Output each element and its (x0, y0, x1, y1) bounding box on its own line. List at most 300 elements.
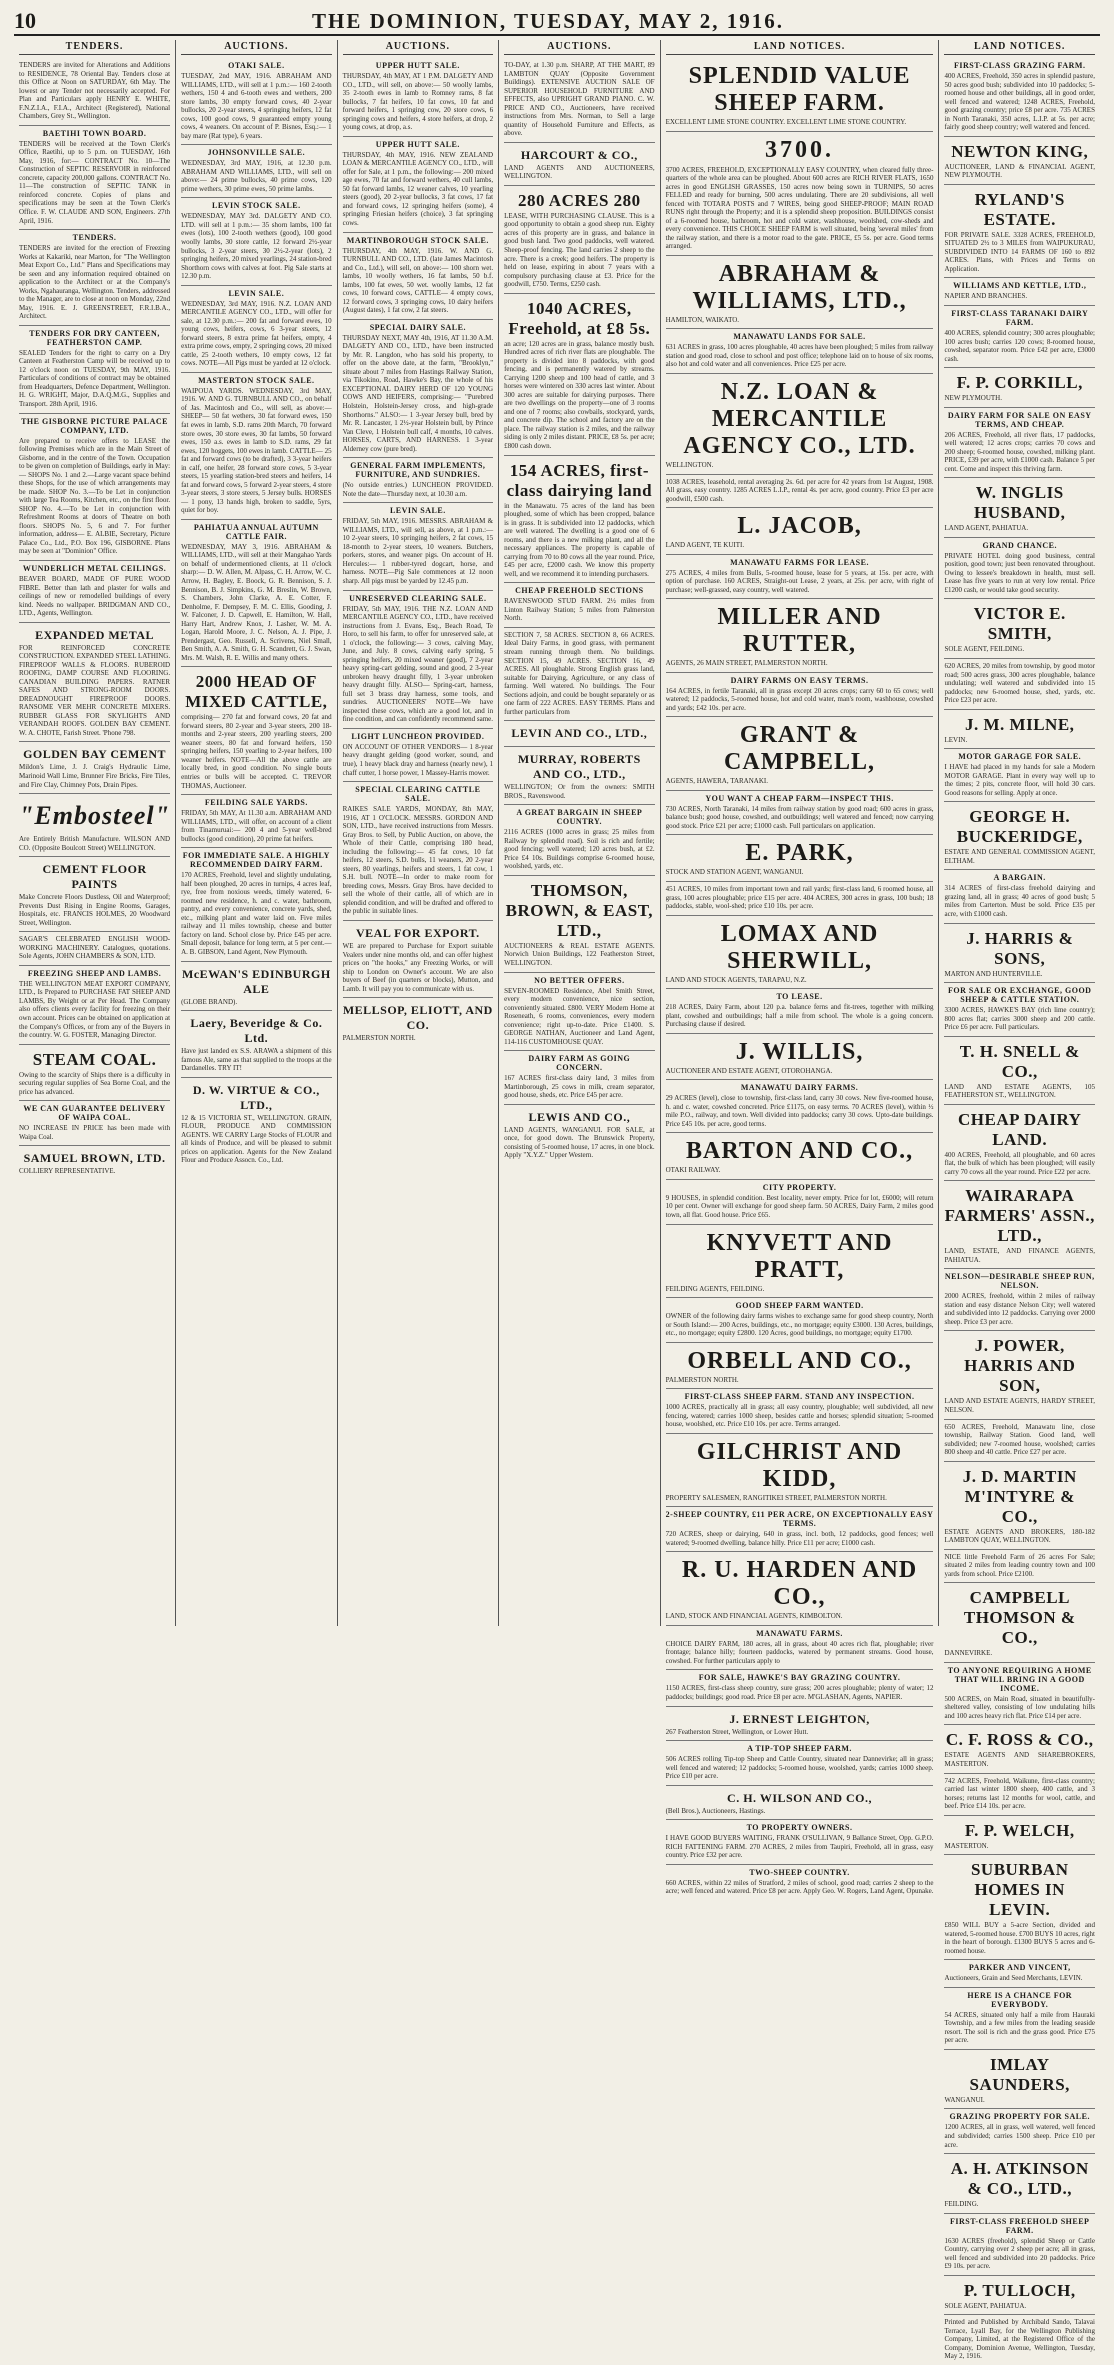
ad-body-text: ESTATE AGENTS AND BROKERS, 180-182 LAMBTON QUAY, WELLINGTON. (944, 1527, 1095, 1545)
ad-body-text: 1150 ACRES, first-class sheep country, sure grass; 200 acres ploughable; plenty of water; 12 paddocks; buildings; good road. Price £8 per acre. M'GLASHAN, Agents, NAPIER. (665, 1684, 934, 1701)
ad-advertiser-name: J. WILLIS, (735, 1038, 864, 1065)
advertisement (666, 916, 934, 990)
ad-body-text: 9 HOUSES, in splendid condition. Best locality, never empty. Price for lot, £6000; will return 10 per cent. Owner will exchange for good sheep farm. 50 ACRES, Dairy Farm, 2 miles good town, all flat. Good house. Price £65. (665, 1193, 934, 1219)
advertisement (666, 717, 934, 791)
ad-advertiser-name: N.Z. LOAN & MERCANTILE AGENCY CO., LTD. (683, 378, 916, 459)
advertisement (19, 58, 170, 126)
ad-heading: LEVIN STOCK SALE. (212, 201, 301, 211)
ad-body-text: PROPERTY SALESMEN, RANGITIKEI STREET, PALMERSTON NORTH. (665, 1493, 887, 1502)
advertisement (666, 1707, 934, 1742)
ad-body-text: LAND AGENT, TE KUITI. (665, 541, 745, 550)
advertisement (666, 475, 934, 509)
advertisement (944, 1988, 1095, 2050)
ad-body-text: 12 & 15 VICTORIA ST., WELLINGTON. GRAIN, FLOUR, PRODUCE AND COMMISSION AGENTS. WE CARRY Large Stocks of FLOUR and all kinds of Produce, and will be pleased to submit prices on application. Agents for the New Zealand Flour and Produce Assocn. Co., Ltd. (181, 1113, 332, 1165)
advertisement (944, 2315, 1095, 2365)
ad-body-text: 218 ACRES, Dairy Farm, about 120 p.a. balance ferns and fit-trees, together with milking plant, cowshed and outbuildings; half a mile from school. The whole is a going concern. Purchasing clause if desired. (665, 1003, 934, 1029)
ad-heading: GRAZING PROPERTY FOR SALE. (949, 2112, 1090, 2122)
advertisement (181, 58, 332, 145)
advertisement (504, 1105, 655, 1164)
advertisement (944, 1462, 1095, 1550)
ad-body-text: 314 ACRES of first-class freehold dairying and grazing land, all in grass; 40 acres of good bush; 5 miles from Carterton. Must be sold. Price £35 per acre, with £1000 cash. (944, 884, 1095, 918)
ad-body-text: an acre; 120 acres are in grass, balance mostly bush. Hundred acres of rich river flats are ploughable. The property is divided into 8 paddocks, with good fencing, and is permanently watered by streams. Carrying 1200 sheep and 100 head of cattle, and 3 horses were wintered on 330 acres last winter. About 300 acres are suitable for dairying purposes. There are two dwellings on the property—one of 3 rooms and one of 7 rooms; also cowbails, stockyard, yards, and concrete dip. The school and factory are on the place. The railway station is 2 miles, and the railway siding is only 2 miles distant. PRICE, £8 5s. per acre; £800 cash down. (504, 339, 655, 450)
advertisement (944, 1420, 1095, 1462)
column-auctions-1 (176, 40, 338, 1626)
ad-body-text: BEAVER BOARD, MADE OF PURE WOOD FIBRE. Better than lath and plaster for walls and ceilings of new or remodelled buildings of every kind. Needs no wallpaper. BRIDGMAN AND CO., LTD., Agents, Wellington. (19, 574, 171, 618)
advertisement (666, 58, 934, 132)
ad-advertiser-name: CHEAP DAIRY LAND. (958, 1109, 1082, 1149)
ad-body-text: £850 WILL BUY a 5-acre Section, divided and watered, 5-roomed house. £700 BUYS 10 acres, right in the heart of borough. £1300 BUYS 5 acres and 6-roomed house. (944, 1921, 1095, 1955)
ad-body-text: Owing to the scarcity of Ships there is a difficulty in securing regular supplies of Sea Borne Coal, and the price has advanced. (19, 1070, 171, 1096)
ad-heading: DAIRY FARM FOR SALE ON EASY TERMS, AND CHEAP. (947, 410, 1092, 429)
advertisement (19, 742, 170, 794)
ad-heading: DAIRY FARMS ON EASY TERMS. (730, 675, 869, 685)
ad-heading: MASTERTON STOCK SALE. (198, 375, 315, 385)
ad-body-text: SAGAR'S CELEBRATED ENGLISH WOOD-WORKING MACHINERY. Catalogues, quotations. Sole Agents, JOHN CHAMBERS & SON, LTD. (19, 935, 171, 961)
ad-advertiser-name: NEWTON KING, (951, 141, 1089, 161)
ad-advertiser-name: F. P. CORKILL, (956, 373, 1083, 393)
ad-body-text: STOCK AND STATION AGENT, WANGANUI. (665, 868, 804, 877)
advertisement (944, 749, 1095, 802)
ad-brand-name: "Embosteel" (19, 801, 171, 831)
advertisement (19, 1045, 170, 1102)
advertisement (944, 2276, 1095, 2316)
ad-body-text: LAND AND ESTATE AGENTS, HARDY STREET, NELSON. (944, 1397, 1095, 1414)
ad-body-text: ON ACCOUNT OF OTHER VENDORS— 1 8-year heavy draught gelding (good worker, sound, and true), 1 heavy black dray and harness (nearly new), 1 chaff cutter, 1 horse power, 1 Massey-Harris mower. (342, 742, 494, 777)
advertisement (666, 882, 934, 916)
advertisement (666, 1552, 934, 1626)
ad-advertiser-name: 154 ACRES, first-class dairying land (506, 460, 653, 500)
ad-body-text: 620 ACRES, 20 miles from township, by good motor road; 500 acres grass, 300 acres ploughable, balance undulating; well watered and subdivided into 15 paddocks; new 6-roomed house, shed, yards, etc. Price £23 per acre. (944, 662, 1095, 705)
ad-body-text: ESTATE AGENTS AND SHAREBROKERS, MASTERTON. (944, 1751, 1095, 1768)
ad-heading: GENERAL FARM IMPLEMENTS, FURNITURE, AND SUNDRIES. (350, 461, 486, 480)
ad-body-text: NO INCREASE IN PRICE has been made with Waipa Coal. (19, 1124, 171, 1141)
column-auctions-3 (499, 40, 661, 1626)
advertisement (666, 374, 934, 475)
ad-body-text: PALMERSTON NORTH. (665, 1375, 739, 1384)
ad-heading: SPECIAL CLEARING CATTLE SALE. (355, 785, 481, 804)
ad-body-text: FRIDAY, 5th MAY, At 11.30 a.m. ABRAHAM AND WILLIAMS, LTD., will offer, on account of a client from Tinamuruai:— 200 4 and 5-year well-bred bullocks (good condition), 20 prime fat heifers. (181, 809, 332, 843)
ad-body-text: WEDNESDAY, MAY 3, 1916. ABRAHAM & WILLIAMS, LTD., will sell at their Mangahao Yards on behalf of undermentioned clients, at 11 o'clock sharp:— D. W. Allen, M. Alpass, C. H. Arrow, W. C. Arrow, H. Bagley, E. Boock, G. R. Bennison, S. J. Bennison, B. J. Simpkins, G. M. Breslin, W. Brown, S. Chambers, John Clarke, A. E. Cotter, F. Denholme, F. Dempsey, F. M. C. Ellis, Gooding, J. W. Falconer, J. D. Capwell, E. Hamilton, W. Hall, Harry Hart, Andrew Knox, J. Lasher, W. M. A. Logan, Harold Moore, J. C. Nelson, A. J. Pipe, J. Prendergast, Geo. Russell, A. Scrivens, Niel Small, Ben Smith, A. A. Smith, G. H. Scandrett, G. J. Swan, Mrs. M. Walsh, R. E. Willis and many others. (181, 542, 332, 662)
ad-body-text: THURSDAY, 4th MAY, 1916. NEW ZEALAND LOAN & MERCANTILE AGENCY CO., LTD., will offer for Sale, at 1 p.m., the following:— 200 mixed age ewes, 70 fat and forward wethers, 40 cull lambs, 50 fat forward lambs, 12 weaner calves, 10 yearling steers (good), 20 2-year bullocks, 3 fat cows, 17 fat and forward cows, 12 springing heifers (some), 4 springing Friesian heifers (choice), 3 fat springing cows. (342, 150, 494, 227)
ad-body-text: FEILDING. (944, 2200, 979, 2209)
ad-advertiser-name: HARCOURT & CO., (520, 147, 638, 162)
ad-heading: A TIP-TOP SHEEP FARM. (747, 1744, 852, 1754)
advertisement (181, 198, 332, 285)
ad-body-text: 720 ACRES, sheep or dairying, 640 in grass, incl. both, 12 paddocks, good fences; well watered; 9-roomed dwelling, balance hilly. Price £11 per acre; £1000 cash. (665, 1530, 934, 1547)
ad-body-text: THURSDAY NEXT, MAY 4th, 1916, AT 11.30 A.M. DALGETY AND CO., LTD., have been instructed by Mr. R. Langdon, who has sold his property, to offer on the above date, at the farm, "Brooklyn," situate about 7 miles from Hastings Railway Station, via Tikokino, Road, Hawke's Bay, the whole of his EXCEPTIONAL DAIRY HERD OF 120 YOUNG COWS AND HEIFERS, comprising:— "Purebred Holstein, Holstein-Jersey cross, and high-grade Shorthorns." ALSO:— 1 3-year Jersey bull, bred by Mr. R. Lancaster, 1 2½-year Holstein bull, by Prince Van Cleve, 1 Holstein bull calf, 4 months, 10 calves. HORSES, CARTS, AND HARNESS. 1 3-year Alderney cow (pure bred). (342, 333, 494, 453)
advertisement (19, 794, 170, 857)
ad-advertiser-name: E. PARK, (745, 840, 854, 867)
ad-heading: WILLIAMS AND KETTLE, LTD., (953, 281, 1087, 291)
advertisement (666, 1133, 934, 1180)
ad-body-text: 167 ACRES first-class dairy land, 3 miles from Martinborough, 25 cows in milk, cream separator, good house, sheds, etc. Price £45 per acre. (504, 1074, 655, 1100)
ad-body-text: AUCTIONEER, LAND & FINANCIAL AGENT, NEW PLYMOUTH. (944, 162, 1095, 180)
masthead (14, 4, 1100, 36)
ad-body-text: SEVEN-ROOMED Residence, Abel Smith Street, every modern convenience, nice section, conveniently situated. £800. VERY Modern Home at Roseneath, 6 rooms, conveniences, every modern convenience; right up-to-date. Price £1400. S. GEORGE NATHAN, Auctioneer and Land Agent, 114-116 CUSTOMHOUSE QUAY. (504, 986, 655, 1046)
advertisement (944, 1774, 1095, 1816)
ad-body-text: WEDNESDAY, MAY 3rd. DALGETY AND CO. LTD. will sell at 1 p.m.:— 35 shorn lambs, 100 fat ewes (lots), 100 2-tooth wethers (good), 100 good woolly lambs, 30 store cattle, 12 forward 2½-year bullocks, 3 2-year steers, 30 2½-2-year (lots), 2 springing heifers, 20 mixed yearlings, 24 station-bred Shorthorn cows with calves at foot. Pig Sale starts at 12.30 p.m. (181, 212, 332, 281)
ad-advertiser-name: THOMSON, BROWN, & EAST, LTD., (505, 880, 654, 940)
ad-heading: FOR IMMEDIATE SALE. A HIGHLY RECOMMENDED DAIRY FARM. (182, 851, 330, 870)
advertisement (343, 591, 494, 729)
column-land-1 (661, 40, 940, 1896)
advertisement (666, 1626, 934, 1671)
ad-advertiser-name: KNYVETT AND PRATT, (706, 1229, 893, 1283)
advertisement (666, 256, 934, 330)
advertisement (944, 1331, 1095, 1419)
advertisement (666, 1080, 934, 1133)
ad-heading: MANAWATU FARMS. (756, 1628, 843, 1638)
ad-heading: MANAWATU DAIRY FARMS. (740, 1083, 859, 1093)
ad-heading: CHEAP FREEHOLD SECTIONS (515, 586, 644, 596)
ad-body-text: 631 ACRES in grass, 100 acres ploughable, 40 acres have been ploughed; 5 miles from railway station and good road, close to school and post office; telephone laid on to house of six rooms, also hot and cold water and all conveniences. Price £25 per acre. (665, 343, 934, 369)
ad-body-text: LAND AGENTS AND AUCTIONEERS, WELLINGTON. (504, 163, 655, 181)
ad-body-text: LEASE, WITH PURCHASING CLAUSE. This is a good opportunity to obtain a good sheep run. Eighty acres of this property are in grass, and balance in good bush land. Two good paddocks, well watered. Sheep-proof fencing. The land carries 2 sheep to the acre. There is a creek; good heifers. The property is held on lease, expiring in about 7 years with a compulsory purchasing clause at £3. Price for the goodwill, £750. Terms, £250 cash. (504, 211, 655, 289)
advertisement (343, 137, 494, 233)
ad-heading: FEILDING SALE YARDS. (204, 798, 308, 808)
ad-body-text: AGENTS, HAWERA, TARANAKI. (665, 777, 768, 786)
ad-body-text: RAIKES SALE YARDS, MONDAY, 8th MAY, 1916, AT 1 O'CLOCK. MESSRS. GORDON AND SON, LTD., have received instructions from Messrs. Gray Bros. to Sell, by Public Auction, on above, the Whole of their Cattle, comprising 180 head, including the following:— 45 fat cows, 10 fat heifers, 12 steers, S.D. bulls, 11 weaners, 20 2-year steers, 80 yearlings, heifers and steers, 1 fat cow, 1 S.H. bull. NOTE—In order to make room for breeding cows, Messrs. Gray Bros. have decided to sell the whole of their cattle, all of which are in splendid condition, and will be drafted and offered to the public in suitable lines. (342, 805, 494, 916)
ad-heading: A BARGAIN. (993, 873, 1046, 883)
ad-heading: LIGHT LUNCHEON PROVIDED. (351, 731, 485, 741)
ad-body-text: TENDERS are invited for the erection of Freezing Works at Kakariki, near Marton, for "The Wellington Meat Export Co., Ltd." Plans and Specifications may be seen and any information required obtained on application to the Architect or at the Company's Works, Ngahauranga, Wellington. Tenders, addressed to the Manager, are to close at noon on Monday, 22nd May, 1916. E. J. GREENSTREET, F.R.I.B.A., Architect. (19, 244, 171, 321)
ad-advertiser-name: RYLAND'S ESTATE. (974, 189, 1065, 229)
ad-heading: LEVIN SALE. (228, 288, 285, 298)
advertisement (666, 1507, 934, 1552)
advertisement (343, 503, 494, 590)
ad-body-text: 742 ACRES, Freehold, Waikune, first-class country; carried last winter 1800 sheep, 400 cattle, and 3 horses; returns last 12 months for wool, cattle, and beef. Price £14 10s. per acre. (944, 1776, 1095, 1811)
ad-heading: UNRESERVED CLEARING SALE. (349, 593, 487, 603)
ad-advertiser-name: ABRAHAM & WILLIAMS, LTD., (692, 260, 907, 314)
ad-advertiser-name: J. ERNEST LEIGHTON, (729, 1711, 870, 1726)
ad-body-text: 1200 ACRES, all in grass, well watered, well fenced and subdivided; carries 1500 sheep. Price £10 per acre. (944, 2123, 1095, 2149)
ad-body-text: THE WELLINGTON MEAT EXPORT COMPANY, LTD., Is Prepared to PURCHASE FAT SHEEP AND LAMBS, By Weight or at Per Head. The Company also offers clients every facility for freezing on their own account. Prices can be obtained on application at the Company's Offices, or from any of the Buyers in the country. W. G. FOSTER, Managing Director. (19, 979, 171, 1040)
advertisement (19, 414, 170, 561)
advertisement (944, 599, 1095, 659)
advertisement (504, 973, 655, 1052)
ad-advertiser-name: McEWAN'S EDINBURGH ALE (182, 966, 331, 996)
ad-advertiser-name: LEWIS AND CO., (528, 1109, 631, 1124)
advertisement (666, 1434, 934, 1508)
ad-heading: FOR SALE OR EXCHANGE, GOOD SHEEP & CATTLE STATION. (948, 986, 1092, 1005)
ad-body-text: WE are prepared to Purchase for Export suitable Vealers under nine months old, and can offer highest prices on "the hooks," any Freezing Works, or will ship to London on Owner's account. We are also buyers of Beef (in quarters or blocks), Mutton, and Lamb. It will pay you to communicate with us. (342, 941, 494, 993)
ad-body-text: TENDERS will be received at the Town Clerk's Office, Raetihi, up to 5 p.m. on TUESDAY, 16th May, 1916, for:— CONTRACT No. 10—The Construction of SEPTIC RESERVOIR in reinforced concrete, capacity 200,000 gallons. CONTRACT No. 11—The construction of SEPTIC TANK in reinforced concrete. Copies of plans and specifications may be seen at the Town Clerk's Office. F. W. CLAUDE AND SON, Engineers. 27th April, 1916. (19, 139, 171, 225)
advertisement (666, 1180, 934, 1225)
ad-advertiser-name: WAIRARAPA FARMERS' ASSN., LTD., (944, 1186, 1095, 1246)
ad-body-text: THURSDAY, 4th MAY, AT 1 P.M. DALGETY AND CO., LTD., will sell, on above:— 50 woolly lambs, 35 2-tooth ewes in lamb to Romney rams, 8 fat bullocks, 7 fat heifers, 10 fat cows, 10 fat and forward heifers, 1 springing cow, 20 store cows, 6 springing cows and heifers, 4 store heifers, at drop, 2 young cows, at drop, a.s. (342, 72, 494, 132)
ad-body-text: 206 ACRES, Freehold, all river flats, 17 paddocks, well watered; 12 acres crops; carries 70 cows and 200 sheep; 6-roomed house, cowshed, milking plant. PRICE, £39 per acre, with £1000 cash. Balance 5 per cent. Come and inspect this thriving farm. (944, 430, 1095, 473)
column-header: LAND NOTICES. (944, 40, 1095, 55)
ad-heading: HERE IS A CHANCE FOR EVERYBODY. (967, 1990, 1073, 2009)
advertisement (666, 989, 934, 1034)
column-land-2 (939, 40, 1100, 2361)
ad-body-text: 506 ACRES rolling Tip-top Sheep and Cattle Country, situated near Dannevirke; all in grass; well fenced and watered; 12 paddocks; 5-roomed house, woolshed, yards; carries 1000 sheep. Price £10 per acre. (665, 1755, 934, 1781)
advertisement (666, 1670, 934, 1706)
advertisement (19, 126, 170, 230)
ad-body-text: AUCTIONEERS & REAL ESTATE AGENTS. Norwich Union Buildings, 122 Featherston Street, WELLINGTON. (504, 941, 655, 967)
ad-body-text: RAVENSWOOD STUD FARM. 2½ miles from Linton Railway Station; 5 miles from Palmerston North. (504, 597, 655, 623)
advertisement (944, 478, 1095, 538)
advertisement (504, 721, 655, 747)
advertisement (181, 145, 332, 198)
ad-advertiser-name: J. HARRIS & SONS, (966, 928, 1074, 968)
ad-body-text: 164 ACRES, in fertile Taranaki, all in grass except 20 acres crops; carry 60 to 65 cows; well watered; 12 paddocks, 5-roomed house, hot and cold water, man's room, washhouse, cowshed and yards; £42 10s. per acre. (665, 686, 934, 712)
ad-body-text: comprising— 270 fat and forward cows, 20 fat and forward steers, 80 2-year and 3-year steers, 200 18-months and 2-year steers, 200 yearling steers, 200 weaner steers, 80 fat and forward heifers, 150 springing heifers, 150 yearling to 2-year heifers, 100 weaner heifers. NOTE—All the above cattle are locally bred, in good condition. No single bouts entries or bulls will be accepted. C. TREVOR THOMAS, Auctioneer. (181, 713, 332, 790)
advertisement (181, 667, 332, 795)
ad-body-text: MASTERTON. (944, 1841, 989, 1850)
advertisement (343, 921, 494, 998)
ad-body-text: LEVIN. (944, 735, 968, 744)
ad-heading: TO LEASE. (776, 992, 823, 1002)
ad-advertiser-name: MILLER AND RUTTER, (717, 604, 882, 658)
ad-heading: JOHNSONVILLE SALE. (207, 148, 306, 158)
advertisement (19, 966, 170, 1045)
ad-heading: YOU WANT A CHEAP FARM—INSPECT THIS. (705, 793, 894, 803)
advertisement (19, 623, 170, 743)
advertisement (944, 802, 1095, 870)
ad-heading: DAIRY FARM AS GOING CONCERN. (528, 1054, 631, 1073)
ad-body-text: Make Concrete Floors Dustless, Oil and Waterproof; Prevents Dust Rising in Engine Rooms, Garages, Hospitals, etc. FRANCIS HOLMES, 20 Woodward Street, Wellington. (19, 893, 171, 927)
advertisement (944, 659, 1095, 710)
advertisement (944, 1181, 1095, 1269)
ad-body-text: Are prepared to receive offers to LEASE the following Premises which are in the Main Street of Gisborne, and in the centre of the Town. Occupation to be given on completion of Buildings, early in May:— SHOPS No. 1 and 2.—Large vacant space behind these Shops, for the use of which arrangements may be made. SHOP No. 3.—To be Let in conjunction with large Tea Rooms, Kitchen, etc., on the first floor. SHOP No. 4.—To be Let in conjunction with Refreshment Rooms at doors of Theatre on both floors. SHOPS No. 5, 6 and 7. For further information, address— E. ALBIE, Secretary, Picture Palace Co., Ltd., P.O. Box 196, GISBORNE. Plans may be seen at "Dominion" Office. (19, 436, 171, 556)
advertisement (944, 58, 1095, 137)
ad-heading: TENDERS. (72, 233, 117, 243)
advertisement (944, 185, 1095, 279)
ad-body-text: 170 ACRES, Freehold, level and slightly undulating, half been ploughed, 20 acres in turnips, 4 acres leaf, rye, free from noxious weeds, timely watered, 6-roomed new residence, h. and c. water, bathroom, pantry, and every convenience, concrete yards, shed, etc., milking plant and water laid on. Five miles railway and 11 miles township, cheese and butter factory on land. School close by. Price £45 per acre. Small deposit, balance for long term, at 5 per cent.—A. B. GIBSON, Land Agent, New Plymouth. (181, 871, 332, 956)
advertisement (19, 1146, 170, 1180)
ad-advertiser-name: D. W. VIRTUE & CO., LTD., (192, 1082, 320, 1112)
advertisement (944, 538, 1095, 600)
ad-body-text: (Bell Bros.), Auctioneers, Hastings. (665, 1806, 766, 1815)
ad-heading: FREEZING SHEEP AND LAMBS. (27, 968, 162, 978)
ad-body-text: LAND AND ESTATE AGENTS, 105 FEATHERSTON ST., WELLINGTON. (944, 1082, 1095, 1100)
advertisement (504, 628, 655, 721)
ad-advertiser-name: GEORGE H. BUCKERIDGE, (956, 807, 1083, 847)
advertisement (666, 673, 934, 718)
ad-advertiser-name: EXPANDED METAL (35, 627, 154, 642)
ad-body-text: ESTATE AND GENERAL COMMISSION AGENT, ELTHAM. (944, 848, 1095, 865)
ad-heading: WUNDERLICH METAL CEILINGS. (22, 563, 167, 573)
ad-body-text: 650 ACRES, Freehold, Manawatu line, close township, Railway Station. Good land, well subdivided; new 7-roomed house, woolshed; carries 800 sheep and 40 cattle. Price £27 per acre. (944, 1422, 1095, 1457)
ad-body-text: in the Manawatu. 75 acres of the land has been ploughed, some of which has been cropped, balance is in grass. It is subdivided into 12 paddocks, which are well watered. The dwelling is a good one of 6 rooms, and there is a new milking plant, and all the necessary appliances. The property is capable of carrying from 70 to 80 cows all the year round. Price, £45 per acre, £2000 cash. We know this property well, and we recommend it to intending purchasers. (504, 501, 655, 578)
advertisement (944, 1105, 1095, 1182)
ad-body-text: PRIVATE HOTEL doing good business, central position, good town; just been renovated throughout. Owing to lessee's breakdown in health, must sell. Lease has five years to run at very low rental. Price £1200 cash, or would take good security. (944, 551, 1095, 594)
ad-body-text: 54 ACRES, situated only half a mile from Hauraki Township, and a few miles from the leading seaside resort. The soil is rich and the grass good. Price £75 per acre. (944, 2010, 1095, 2045)
advertisement (181, 962, 332, 1012)
ad-heading: LEVIN SALE. (389, 506, 446, 516)
advertisement (19, 857, 170, 932)
column-header: TENDERS. (19, 40, 170, 55)
ad-body-text: Mildon's Lime, J. J. Craig's Hydraulic Lime, Marinoid Wall Lime, Brunner Fire Bricks, Fire Tiles, and Fire Clay, Chimney Pots, Drain Pipes. (19, 763, 171, 789)
advertisement (666, 1820, 934, 1865)
advertisement (343, 233, 494, 320)
ad-advertiser-name: GRANT & CAMPBELL, (724, 722, 876, 776)
advertisement (666, 1298, 934, 1343)
ad-advertiser-name: A. H. ATKINSON & CO., LTD., (950, 2159, 1089, 2199)
ad-heading: 2-SHEEP COUNTRY, £11 PER ACRE, ON EXCEPTIONALLY EASY TERMS. (665, 1510, 934, 1529)
advertisement (944, 2109, 1095, 2154)
ad-advertiser-name: MELLSOP, ELIOTT, AND CO. (342, 1003, 493, 1033)
advertisement (944, 870, 1095, 923)
advertisement (944, 368, 1095, 408)
advertisement (504, 805, 655, 876)
advertisement (944, 1960, 1095, 1988)
ad-body-text: AGENTS, 26 MAIN STREET, PALMERSTON NORTH. (665, 659, 828, 668)
advertisement (944, 710, 1095, 750)
advertisement (944, 1550, 1095, 1584)
ad-advertiser-name: VICTOR E. SMITH, (973, 604, 1066, 644)
ad-heading: PARKER AND VINCENT, (968, 1963, 1071, 1973)
ad-heading: TENDERS FOR DRY CANTEEN, FEATHERSTON CAMP. (29, 328, 160, 347)
advertisement (666, 1225, 934, 1299)
newspaper-title: THE DOMINION, TUESDAY, MAY 2, 1916. (312, 9, 784, 33)
ad-body-text: Are Entirely British Manufacture. WILSON AND CO. (Opposite Boulcott Street) WELLINGTON. (19, 835, 171, 852)
ad-body-text: 500 ACRES, on Main Road, situated in beautifully-sheltered valley, consisting of low undulating hills and 100 acres heavy rich flat. Price £14 per acre. (944, 1694, 1095, 1720)
ad-body-text: 400 ACRES, Freehold, 350 acres in splendid pasture, 50 acres good bush; subdivided into 10 paddocks; 5-roomed house and other buildings, all in good order, well fenced and watered; 1248 ACRES, Freehold, good grazing country; price £8 per acre. 735 ACRES in North Taranaki, 350 acres, L.I.P. at 5s. per acre; fairly good sheep country; well watered and fenced. (944, 72, 1095, 132)
column-header: AUCTIONS. (343, 40, 494, 55)
ad-heading: MANAWATU FARMS FOR LEASE. (730, 557, 869, 567)
advertisement (944, 1269, 1095, 1331)
ad-body-text: FEILDING AGENTS, FEILDING. (665, 1284, 765, 1293)
ad-advertiser-name: J. D. MARTIN M'INTYRE & CO., (962, 1466, 1077, 1526)
ad-heading: FIRST-CLASS TARANAKI DAIRY FARM. (951, 308, 1089, 327)
ad-heading: NO BETTER OFFERS. (534, 975, 625, 985)
ad-body-text: MARTON AND HUNTERVILLE. (944, 969, 1043, 978)
ad-body-text: HAMILTON, WAIKATO. (665, 315, 740, 324)
advertisement (944, 924, 1095, 984)
column-auctions-2 (338, 40, 500, 1626)
ad-advertiser-name: IMLAY SAUNDERS, (969, 2054, 1070, 2094)
ad-heading: THE GISBORNE PICTURE PALACE COMPANY, LTD. (21, 416, 169, 435)
ad-body-text: OTAKI RAILWAY. (665, 1166, 721, 1175)
advertisement (343, 729, 494, 782)
advertisement (19, 932, 170, 966)
ad-body-text: WEDNESDAY, 3rd MAY, 1916. N.Z. LOAN AND MERCANTILE AGENCY CO., LTD., will offer for sale, at 12.30 p.m.:— 200 fat and forward ewes, 10 young cows, heifers, cows, 6 3-year steers, 12 forward steers, 8 extra prime fat heifers, empty, 4 extra prime cows, empty, 2 springing cows, 20 mixed cattle, 25 2-tooth wethers, 10 empty cows, 12 fat cows. NOTE—All Pigs must be yarded at 12 o'clock. (181, 299, 332, 368)
advertisement (666, 1786, 934, 1821)
advertisement (343, 458, 494, 503)
advertisement (504, 1051, 655, 1105)
ad-heading: A GREAT BARGAIN IN SHEEP COUNTRY. (516, 808, 643, 827)
ad-heading: FOR SALE, HAWKE'S BAY GRAZING COUNTRY. (698, 1673, 901, 1683)
ad-body-text: OWNER of the following dairy farms wishes to exchange same for good sheep country, North or South Island:— 200 Acres, buildings, etc., no mortgage; equity £3000. 130 Acres, buildings, etc., no mortgage; equity £2800. 120 Acres, good buildings, no mortgage; equity £1700. (665, 1312, 934, 1338)
advertisement (666, 791, 934, 836)
ad-body-text: 267 Featherston Street, Wellington, or Lower Hutt. (665, 1727, 809, 1736)
ad-advertiser-name: C. F. ROSS & CO., (945, 1730, 1094, 1750)
advertisement (944, 137, 1095, 185)
advertisement (181, 1011, 332, 1078)
advertisement (944, 278, 1095, 306)
advertisement (504, 583, 655, 628)
ad-advertiser-name: MURRAY, ROBERTS AND CO., LTD., (517, 752, 641, 782)
ad-body-text: Have just landed ex S.S. ARAWA a shipment of this famous Ale, same as that supplied to the troops at the Dardanelles. TRY IT! (181, 1047, 332, 1073)
ad-body-text: PALMERSTON NORTH. (342, 1034, 416, 1043)
ad-advertiser-name: 1040 ACRES, Freehold, at £8 5s. (508, 298, 651, 338)
ad-advertiser-name: SPLENDID VALUE SHEEP FARM. (688, 63, 911, 116)
ad-body-text: COLLIERY REPRESENTATIVE. (19, 1167, 116, 1176)
ad-body-text: WEDNESDAY, 3rd MAY, 1916, at 12.30 p.m. ABRAHAM AND WILLIAMS, LTD., will sell on above:— 24 prime bullocks, 40 prime cows, 120 prime wethers, 30 prime ewes, 50 prime lambs. (181, 159, 332, 193)
ad-body-text: EXCELLENT LIME STONE COUNTRY. EXCELLENT LIME STONE COUNTRY. (665, 118, 907, 126)
advertisement (944, 2050, 1095, 2110)
ad-body-text: NAPIER AND BRANCHES. (944, 292, 1028, 301)
ad-advertiser-name: BARTON AND CO., (686, 1138, 914, 1165)
ad-body-text: (No outside entries.) LUNCHEON PROVIDED. Note the date—Thursday next, at 10.30 a.m. (342, 481, 494, 498)
ad-heading: FIRST-CLASS FREEHOLD SHEEP FARM. (950, 2216, 1090, 2235)
ad-body-text: SEALED Tenders for the right to carry on a Dry Canteen at Featherston Camp will be received up to 12 o'clock noon on TUESDAY, 9th MAY, 1916. Particulars of conditions of contract may be obtained from Headquarters, Defence Department, Wellington. H. G. WRIGHT, Major, D.A.Q.M.G., Supplies and Transport. 28th April, 1916. (19, 348, 171, 408)
ad-body-text: 1630 ACRES (freehold), splendid Sheep or Cattle Country, carrying over 2 sheep per acre; all in grass, well fenced and subdivided into 20 paddocks. Price £9 10s. per acre. (944, 2236, 1095, 2271)
column-header: AUCTIONS. (504, 40, 655, 55)
ad-advertiser-name: LOMAX AND SHERWILL, (720, 920, 879, 974)
advertisement (504, 747, 655, 805)
ad-heading: TWO-SHEEP COUNTRY. (749, 1867, 850, 1877)
ad-advertiser-name: GOLDEN BAY CEMENT (23, 747, 167, 762)
advertisement (944, 408, 1095, 479)
ad-body-text: 1038 ACRES, leasehold, rental averaging 2s. 6d. per acre for 42 years from 1st August, 1908. All grass, easy country. 1285 ACRES L.I.P., rental 4s. per acre, good country. Price £3 per acre goodwill, £500 cash. (665, 477, 934, 503)
ad-advertiser-name: P. TULLOCH, (963, 2280, 1076, 2300)
advertisement (666, 329, 934, 374)
page-number: 10 (14, 8, 36, 33)
advertisement (19, 1101, 170, 1146)
ad-advertiser-name: SAMUEL BROWN, LTD. (23, 1151, 166, 1166)
ad-body-text: NICE little Freehold Farm of 26 acres For Sale; situated 2 miles from leading country town and 100 yards from school. Price £2100. (944, 1552, 1095, 1578)
ad-heading: FIRST-CLASS SHEEP FARM. STAND ANY INSPECTION. (684, 1392, 915, 1402)
ad-body-text: AUCTIONEER AND ESTATE AGENT, OTOROHANGA. (665, 1066, 833, 1075)
ad-advertiser-name: VEAL FOR EXPORT. (355, 925, 480, 940)
advertisement (944, 1583, 1095, 1663)
ad-heading: CITY PROPERTY. (762, 1182, 837, 1192)
advertisement (181, 795, 332, 848)
ad-body-text: FRIDAY, 5th MAY, 1916. THE N.Z. LOAN AND MERCANTILE AGENCY CO., LTD., have received instructions from J. Evans, Esq., Beach Road, Te Horo, to sell his farm, to offer for unreserved sale, at 1 o'clock, the following:— 3 cows, calving May, June, and July. 8 cows, calving early spring, 5 springing heifers, 20 mixed weaner (good), 7 2-year heavy spring-cart gelding, sound and good, 2 3-year unbroken heavy draught filly, 1 3-year unbroken heavy draught filly. ALSO— Spring-cart, harness, full set 3 brass dray harness, some tools, and sundries. AUCTIONEERS' NOTE—We have inspected these cows, which are a good lot, and in fine condition, and can confidently recommend same. (342, 604, 494, 724)
ad-advertiser-name: STEAM COAL. (32, 1049, 157, 1069)
ad-body-text: FRIDAY, 5th MAY, 1916. MESSRS. ABRAHAM & WILLIAMS, LTD., will sell, as above, at 1 p.m.:— 10 2-year steers, 10 springing heifers, 2 fat cows, 15 18-month to 2-year steers, 10 weaners. Butchers, porkers, stores, and weaner pigs. On account of H. Hercules:— 1 rubber-tyred dogcart, horse, and harness. NOTE—Pig Sale commences at 12 noon sharp. All pigs must be yarded by 12.45 p.m. (342, 517, 494, 585)
advertisement (666, 835, 934, 882)
advertisement (181, 848, 332, 961)
ad-advertiser-name: L. JACOB, (737, 513, 862, 540)
ad-heading: UPPER HUTT SALE. (375, 139, 460, 149)
advertisement (666, 508, 934, 555)
advertisement (19, 561, 170, 623)
ad-advertiser-name: 280 ACRES 280 (518, 190, 641, 210)
ad-body-text: FOR REINFORCED CONCRETE CONSTRUCTION. EXPANDED STEEL LATHING. FIREPROOF WALLS & FLOORS. RUBEROID ROOFING, DAMP COURSE AND FLOORING. CANADIAN BUILDING PAPERS. RATNER SAFES AND STRONG-ROOM DOORS. DREADNOUGHT FIREPROOF DOORS. RANSOME VER MEHR CONCRETE MIXERS. RUBBER GLASS FOR SKYLIGHTS AND VERANDAH ROOFS. GOLDEN BAY CEMENT. W. A. CHOTE, Farish Street. 'Phone 798. (19, 643, 171, 737)
advertisement (504, 186, 655, 294)
advertisement (944, 1037, 1095, 1105)
ad-body-text: NEW PLYMOUTH. (944, 394, 1002, 403)
advertisement (504, 876, 655, 973)
advertisement (181, 373, 332, 520)
advertisement (181, 520, 332, 667)
ad-body-text: THURSDAY, 4th MAY, 1916. W. AND G. TURNBULL AND CO., LTD. (late James Macintosh and Co., Ltd.), will sell, on above:— 100 shorn wet. lambs, 10 woolly wethers, 16 fat lambs, 50 b.f. lambs, 100 fat ewes, 50 wet. woolly lambs, 12 fat cows, 10 forward cows, CATTLE— 4 empty cows, 12 forward cows, 3 springing cows, 10 dairy heifers (August dates), 1 fat cow, 2 fat steers. (342, 246, 494, 315)
advertisement (944, 1663, 1095, 1726)
advertisement (666, 1389, 934, 1434)
ad-body-text: LAND AND STOCK AGENTS, TARAPAU, N.Z. (665, 975, 807, 984)
column-tenders (14, 40, 176, 1626)
ad-heading: TO PROPERTY OWNERS. (746, 1823, 853, 1833)
ad-body-text: WELLINGTON; Or from the owners: SMITH BROS., Ravenswood. (504, 783, 655, 800)
ad-body-text: 3700 ACRES, FREEHOLD, EXCEPTIONALLY EASY COUNTRY, when cleared fully three-quarters of the whole area can be ploughed. About 600 acres are RICH RIVER FLATS, 1650 acres in good ENGLISH GRASSES, 150 acres now being sown in TURNIPS, 50 acres FELLED and ready for burning, 500 acres undulating. There are 20 subdivisions, all well fenced with TOTARA POSTS and 7 WIRES, being good SHEEP-PROOF; MAIN ROAD RUNS right through the Property; and it is a splendid sheep proposition. BUILDINGS consist of a 6-roomed house, bathroom, hot and cold water, washhouse, woolshed, cow-sheds and every convenience. THIS CHOICE SHEEP FARM is well situated, being 'several miles' from the railway station, and there is a motor road to the gate. PRICE, £5 5s. per acre. Good terms arranged. (665, 165, 934, 251)
ad-body-text: WAIPOUA YARDS. WEDNESDAY, 3rd MAY, 1916. W. AND G. TURNBULL AND CO., on behalf of Jas. Macintosh and Co., will sell, as above:— SHEEP— 50 fat wethers, 30 fat forward ewes, 150 fat ewes in lamb, S.D. rams 20th March, 70 forward store owes, 30 store ewes, 30 fat lambs, 50 forward ewes, 150 a.s. ewes in lamb to S.D. rams, 29 fat ewes, 120 hoggets, 100 ewes in lamb. CATTLE— 25 fat and forward cows (to be drafted), 3 3-year heifers in calf, one heifer, 28 forward store cows, 5 3-year steers, 15 yearling station-bred steers and heifers, 14 fat and forward cows, 5 forward 2-year steers, 4 store 3-year steers, 3 store steers, 5 Jersey bulls. HORSES— 1 pony, 13 hands high, broken to saddle, 5yrs, quiet for boy. (181, 386, 332, 515)
ad-body-text: SOLE AGENT, PAHIATUA. (944, 2301, 1027, 2310)
ad-body-text: I HAVE had placed in my hands for sale a Modern MOTOR GARAGE. Plant in every way well up to the times; 2 pits, concrete floor, will hold 30 cars. Good reasons for selling. Apply at once. (944, 763, 1095, 797)
column-header: LAND NOTICES. (666, 40, 934, 55)
ad-body-text: 275 ACRES, 4 miles from Bulls, 5-roomed house, lease for 5 years, at 15s. per acre, with option of purchase. 160 ACRES, Straight-out Lease, 2 years, at 25s. per acre, with right of purchase; well-grassed, easy country, well watered. (665, 568, 934, 594)
ad-heading: MARTINBOROUGH STOCK SALE. (346, 235, 489, 245)
ad-heading: MOTOR GARAGE FOR SALE. (958, 752, 1082, 762)
ad-body-text: 1000 ACRES, practically all in grass; all easy country, ploughable; well subdivided, all new fencing, watered; carries 1000 sheep, besides cattle and horses; splendid situation; 5-roomed house, woolshed, etc. Price £10 10s. per acre. Terms arranged. (665, 1403, 934, 1429)
advertisement (666, 1343, 934, 1390)
ad-body-text: TENDERS are invited for Alterations and Additions to RESIDENCE, 78 Oriental Bay. Tenders close at this Office at Noon on SATURDAY, 6th May. The lowest or any Tender not necessarily accepted. For Plan and Particulars apply HENRY E. WHITE, F.N.Z.I.A., F.I.A., Architect (Registered), National Chambers, Grey St., Wellington. (19, 61, 171, 121)
ad-advertiser-name: F. P. WELCH, (964, 1820, 1075, 1840)
advertisement (666, 1865, 934, 1900)
